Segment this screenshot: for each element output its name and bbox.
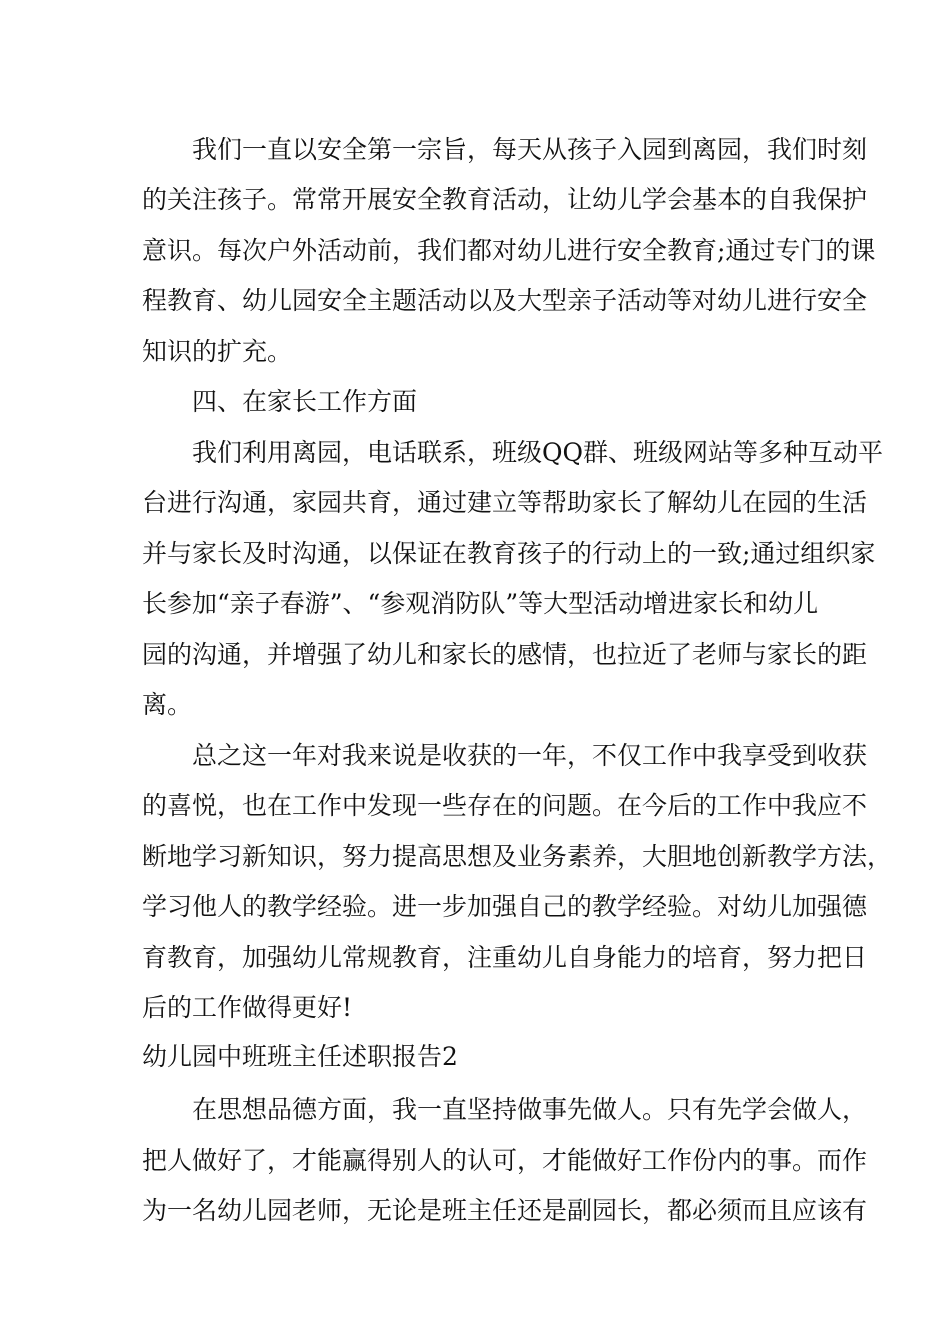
paragraph-line: 为一名幼儿园老师，无论是班主任还是副园长，都必须而且应该有 <box>142 1196 868 1225</box>
paragraph-line: 断地学习新知识，努力提高思想及业务素养，大胆地创新教学方法， <box>142 842 893 871</box>
paragraph-line: 知识的扩充。 <box>142 337 293 366</box>
paragraph-line: 我们利用离园，电话联系，班级QQ群、班级网站等多种互动平 <box>142 438 883 467</box>
paragraph-line: 的喜悦，也在工作中发现一些存在的问题。在今后的工作中我应不 <box>142 791 868 820</box>
section-heading: 四、在家长工作方面 <box>142 387 418 416</box>
report-title: 幼儿园中班班主任述职报告2 <box>142 1042 458 1071</box>
paragraph-line: 程教育、幼儿园安全主题活动以及大型亲子活动等对幼儿进行安全 <box>142 286 868 315</box>
paragraph-line: 园的沟通，并增强了幼儿和家长的感情，也拉近了老师与家长的距 <box>142 640 868 669</box>
paragraph-line: 的关注孩子。常常开展安全教育活动，让幼儿学会基本的自我保护 <box>142 185 868 214</box>
paragraph-line: 我们一直以安全第一宗旨，每天从孩子入园到离园，我们时刻 <box>142 135 868 164</box>
paragraph-line: 意识。每次户外活动前，我们都对幼儿进行安全教育;通过专门的课 <box>142 236 876 265</box>
paragraph-line: 长参加“亲子春游”、“参观消防队”等大型活动增进家长和幼儿 <box>142 589 819 618</box>
paragraph-line: 总之这一年对我来说是收获的一年，不仅工作中我享受到收获 <box>142 741 868 770</box>
paragraph-line: 学习他人的教学经验。进一步加强自己的教学经验。对幼儿加强德 <box>142 892 868 921</box>
paragraph-line: 并与家长及时沟通，以保证在教育孩子的行动上的一致;通过组织家 <box>142 539 876 568</box>
paragraph-line: 在思想品德方面，我一直坚持做事先做人。只有先学会做人， <box>142 1095 868 1124</box>
paragraph-line: 离。 <box>142 690 193 719</box>
paragraph-line: 把人做好了，才能赢得别人的认可，才能做好工作份内的事。而作 <box>142 1146 868 1175</box>
paragraph-line: 后的工作做得更好! <box>142 993 353 1022</box>
paragraph-line: 台进行沟通，家园共育，通过建立等帮助家长了解幼儿在园的生活 <box>142 488 868 517</box>
paragraph-line: 育教育，加强幼儿常规教育，注重幼儿自身能力的培育，努力把日 <box>142 943 868 972</box>
